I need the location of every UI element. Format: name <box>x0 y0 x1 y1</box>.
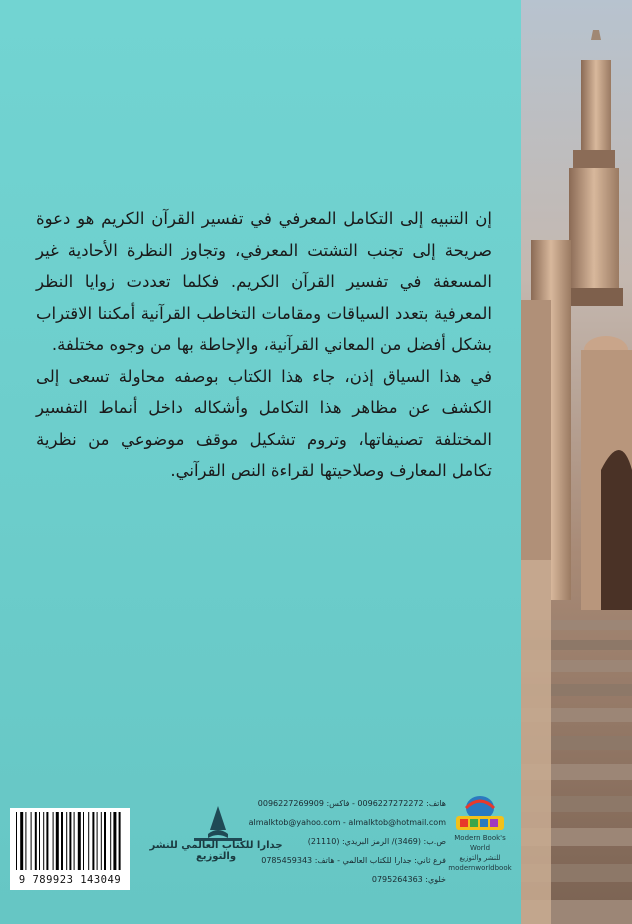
barcode-bar <box>46 812 48 870</box>
barcode-bar <box>113 812 116 870</box>
barcode-bar <box>101 812 102 870</box>
contact-branch: فرع ثاني: جدارا للكتاب العالمي - هاتف: 0785459343 <box>261 856 446 865</box>
barcode-bar <box>61 812 63 870</box>
barcode-bar <box>74 812 75 870</box>
minaret-photo <box>521 0 632 924</box>
barcode-bar <box>16 812 17 870</box>
barcode-bar <box>119 812 121 870</box>
contact-mobile: خلوي: 0795264363 <box>371 875 446 884</box>
publisher-name: جدارا للكتاب العالمي للنشر والتوزيع <box>149 840 283 862</box>
contact-po-box: ص.ب: (3469)/ الرمز البريدي: (21110) <box>307 837 446 846</box>
barcode-bar <box>39 812 40 870</box>
contact-emails: almalktob@yahoo.com - almalktob@hotmail.com <box>248 818 446 827</box>
barcode-bar <box>88 812 89 870</box>
barcode-bar <box>104 812 106 870</box>
barcode-bar <box>69 812 71 870</box>
barcode-bar <box>35 812 37 870</box>
blurb-paragraph-2: في هذا السياق إذن، جاء هذا الكتاب بوصفه محاولة تسعى إلى الكشف عن مظاهر هذا التكامل وأشكاله داخل أنماط التفسير المختلفة تصنيفاتها، وتروم تشكيل موقف موضوعي من نظرية تكامل المعارف وصلاحيتها لقراءة النص القرآني. <box>36 366 492 480</box>
blurb-paragraph-1: إن التنبيه إلى التكامل المعرفي في تفسير القرآن الكريم هو دعوة صريحة إلى تجنب التشتت المعرفي، وتجاوز النظرة الأحادية غير المسعفة في تفسير القرآن الكريم. فكلما تعددت زوايا النظر المعرفية بتعدد السياقات ومقامات التخاطب القرآنية أمكننا الاقتراب بشكل أفضل من المعاني القرآنية، والإحاطة بها من وجوه مختلفة. <box>36 209 492 354</box>
barcode-bar <box>110 812 111 870</box>
barcode-bar <box>78 812 81 870</box>
barcode-bar <box>31 812 32 870</box>
barcode-bar <box>66 812 67 870</box>
modern-books-world-text <box>444 833 516 873</box>
blurb-text <box>36 203 492 487</box>
barcode-bar <box>97 812 98 870</box>
mbw-site: modernworldbook <box>448 864 512 872</box>
barcode-bar <box>53 812 54 870</box>
isbn-barcode <box>10 808 130 890</box>
barcode-bar <box>43 812 44 870</box>
barcode-bar <box>20 812 23 870</box>
mbw-english: Modern Book's World <box>454 834 506 852</box>
mbw-sub: للنشر والتوزيع <box>459 854 501 862</box>
minaret-illustration <box>521 0 632 924</box>
publisher-contact <box>248 794 446 889</box>
barcode-bar <box>83 812 84 870</box>
contact-phone-fax: هاتف: 0096227272272 - فاكس: 0096227269909 <box>257 799 446 808</box>
barcode-bar <box>56 812 59 870</box>
isbn-number: 9 789923 143049 <box>18 874 122 886</box>
barcode-bar <box>92 812 94 870</box>
barcode-bars <box>14 812 126 872</box>
barcode-bar <box>25 812 26 870</box>
